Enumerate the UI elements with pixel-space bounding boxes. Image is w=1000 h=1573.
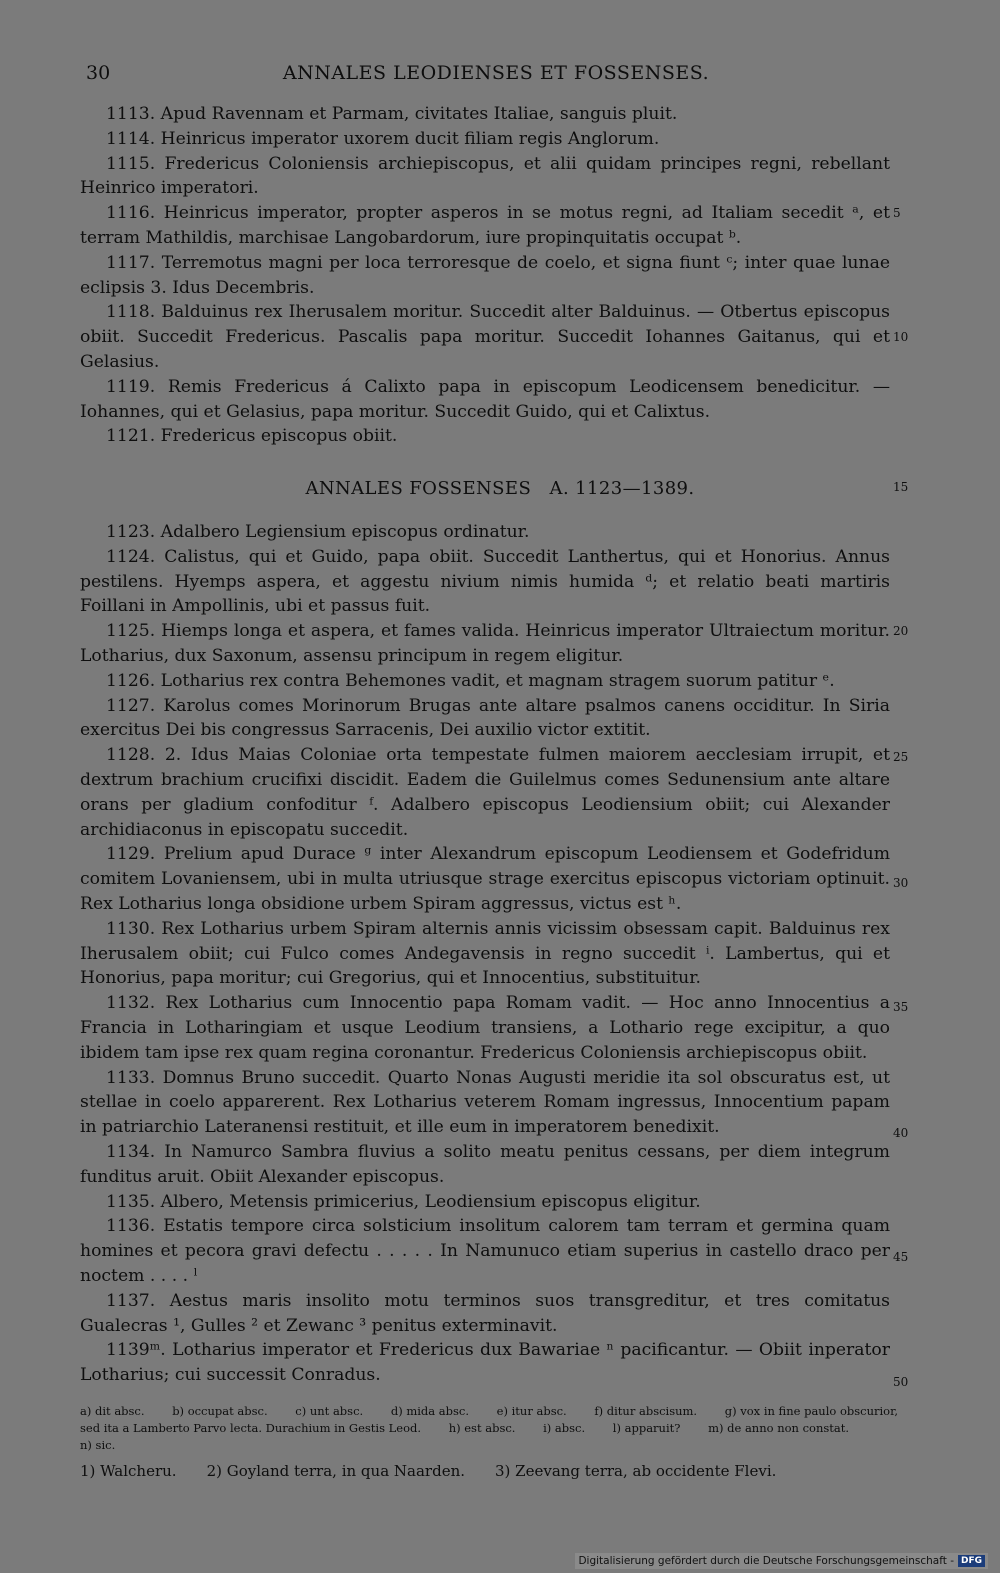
entry-text: Prelium apud Durace ᵍ inter Alexandrum episcopum Leodiensem et Godefridum comitem Lovaniensem, ubi in multa utriusque strage exercitus episcopus victoriam optinuit. Rex Lotharius longa obsidione urbem Spiram aggressus, victus est ʰ. bbox=[80, 844, 890, 914]
apparatus-note: e) itur absc. bbox=[496, 1404, 567, 1418]
footnote: 2) Goyland terra, in qua Naarden. bbox=[206, 1462, 465, 1480]
entry-year: 1121. bbox=[106, 426, 161, 447]
line-number: 35 bbox=[893, 1000, 909, 1014]
annal-entry bbox=[80, 1066, 890, 1140]
annal-entry bbox=[80, 300, 890, 374]
annal-entry bbox=[80, 743, 890, 842]
entry-text: Karolus comes Morinorum Brugas ante altare psalmos canens occiditur. In Siria exercitus Dei bis congressus Sarracenis, Dei auxilio victor extitit. bbox=[80, 695, 890, 741]
entry-text: Heinricus imperator uxorem ducit filiam regis Anglorum. bbox=[160, 128, 660, 149]
annal-entry bbox=[80, 520, 890, 545]
entry-year: 1125. bbox=[106, 621, 162, 642]
line-number: 5 bbox=[893, 206, 901, 220]
apparatus-note: f) ditur abscisum. bbox=[594, 1404, 698, 1418]
entry-year: 1113. bbox=[106, 104, 161, 124]
annal-entry bbox=[80, 201, 890, 251]
entry-text: Lotharius imperator et Fredericus dux Bawariae ⁿ pacificantur. — Obiit inperator Lotharius; cui successit Conradus. bbox=[80, 1340, 890, 1386]
entry-text: Rex Lotharius cum Innocentio papa Romam vadit. — Hoc anno Innocentius a Francia in Lotharingiam et usque Leodium transiens, a Lothario rege excipitur, a quo ibidem tam ipse rex quam regina coronantur. Fredericus Coloniensis archiepiscopus obiit. bbox=[80, 993, 890, 1063]
entry-year: 1115. bbox=[106, 153, 165, 174]
annal-entry bbox=[80, 619, 890, 669]
line-number: 45 bbox=[893, 1250, 909, 1264]
line-number: 50 bbox=[893, 1375, 909, 1389]
entry-year: 1114. bbox=[106, 128, 161, 149]
entry-text: Apud Ravennam et Parmam, civitates Italiae, sanguis pluit. bbox=[160, 104, 678, 124]
section-title: ANNALES FOSSENSES A. 1123—1389. bbox=[305, 478, 695, 499]
line-number: 15 bbox=[893, 480, 909, 494]
line-number: 25 bbox=[893, 750, 909, 764]
entry-text: Terremotus magni per loca terroresque de coelo, et signa fiunt ᶜ; inter quae lunae eclipsis 3. Idus Decembris. bbox=[80, 252, 890, 298]
entry-text: In Namurco Sambra fluvius a solito meatu penitus cessans, per diem integrum funditus aruit. Obiit Alexander episcopus. bbox=[80, 1141, 890, 1187]
line-number: 20 bbox=[893, 624, 909, 638]
annales-leodienses-block bbox=[80, 102, 890, 449]
entry-text: Heinricus imperator, propter asperos in se motus regni, ad Italiam secedit ᵃ, et terram Mathildis, marchisae Langobardorum, iure propinquitatis occupat ᵇ. bbox=[80, 203, 890, 248]
annal-entry bbox=[80, 102, 890, 127]
entry-text: Domnus Bruno succedit. Quarto Nonas Augusti meridie ita sol obscuratus est, ut stellae in coelo apparerent. Rex Lotharius veterem Romam ingressus, Innocentium papam in patriarchio Lateranensi restituit, et ille eum in imperatorem benedixit. bbox=[80, 1067, 891, 1138]
entry-text: Estatis tempore circa solsticium insolitum calorem tam terram et germina quam homines et pecora gravi defectu . . . . . In Namunuco etiam superius in castello draco per noctem . . . . ˡ bbox=[80, 1216, 890, 1286]
line-number: 30 bbox=[893, 876, 909, 890]
annal-entry bbox=[80, 251, 890, 301]
entry-year: 1129. bbox=[106, 844, 164, 865]
footnote: 1) Walcheru. bbox=[80, 1462, 177, 1480]
entry-text: Lotharius rex contra Behemones vadit, et magnam stragem suorum patitur ᵉ. bbox=[160, 670, 835, 691]
annal-entry bbox=[80, 917, 890, 991]
apparatus-note: c) unt absc. bbox=[295, 1404, 364, 1418]
annal-entry bbox=[80, 375, 890, 425]
page-title: ANNALES LEODIENSES ET FOSSENSES. bbox=[282, 62, 710, 84]
line-number: 40 bbox=[893, 1126, 909, 1140]
entry-year: 1139ᵐ. bbox=[106, 1340, 173, 1361]
annal-entry bbox=[80, 1214, 890, 1288]
running-header bbox=[86, 58, 906, 88]
entry-year: 1118. bbox=[106, 302, 162, 323]
annal-entry bbox=[80, 424, 890, 449]
entry-year: 1127. bbox=[106, 695, 164, 716]
apparatus-note: n) sic. bbox=[80, 1438, 116, 1452]
apparatus-note: a) dit absc. bbox=[80, 1404, 145, 1418]
annales-fossenses-block bbox=[80, 520, 890, 1388]
apparatus-note: h) est absc. bbox=[448, 1421, 516, 1435]
entry-year: 1135. bbox=[106, 1191, 161, 1212]
annal-entry bbox=[80, 1190, 890, 1215]
entry-text: 2. Idus Maias Coloniae orta tempestate fulmen maiorem aecclesiam irrupit, et dextrum brachium crucifixi discidit. Eadem die Guilelmus comes Sedunensium ante altare orans per gladium confoditur ᶠ. Adalbero episcopus Leodiensium obiit; cui Alexander archidiaconus in episcopatu succedit. bbox=[80, 745, 890, 840]
entry-year: 1137. bbox=[106, 1290, 170, 1311]
entry-text: Aestus maris insolito motu terminos suos transgreditur, et tres comitatus Gualecras ¹, Gulles ² et Zewanc ³ penitus exterminavit. bbox=[80, 1290, 890, 1336]
entry-year: 1128. bbox=[106, 745, 165, 766]
annal-entry bbox=[80, 669, 890, 694]
annal-entry bbox=[80, 1289, 890, 1339]
entry-year: 1117. bbox=[106, 252, 162, 273]
entry-year: 1134. bbox=[106, 1141, 165, 1162]
footnote: 3) Zeevang terra, ab occidente Flevi. bbox=[495, 1462, 777, 1480]
footnotes bbox=[80, 1462, 900, 1480]
entry-year: 1116. bbox=[106, 203, 164, 224]
entry-text: Calistus, qui et Guido, papa obiit. Succedit Lanthertus, qui et Honorius. Annus pestilens. Hyemps aspera, et aggestu nivium nimis humida ᵈ; et relatio beati martiris Foillani in Ampollinis, ubi et passus fuit. bbox=[80, 546, 890, 617]
annal-entry bbox=[80, 545, 890, 619]
entry-year: 1123. bbox=[106, 522, 161, 542]
apparatus-note: g) vox in fine paulo obscurior, sed ita a Lamberto Parvo lecta. Durachium in Gestis Leod. bbox=[80, 1404, 898, 1435]
annal-entry bbox=[80, 991, 890, 1065]
entry-year: 1124. bbox=[106, 546, 165, 567]
entry-text: Rex Lotharius urbem Spiram alternis annis vicissim obsessam capit. Balduinus rex Iherusalem obiit; cui Fulco comes Andegavensis in regno succedit ⁱ. Lambertus, qui et Honorius, papa moritur; cui Gregorius, qui et Innocentius, substituitur. bbox=[80, 918, 891, 989]
entry-year: 1119. bbox=[106, 376, 168, 397]
entry-year: 1136. bbox=[106, 1216, 164, 1237]
page-number: 30 bbox=[86, 62, 111, 84]
digitization-credit: Digitalisierung gefördert durch die Deutsche Forschungsgemeinschaft - DFG bbox=[575, 1553, 988, 1569]
annal-entry bbox=[80, 127, 890, 152]
apparatus-note: b) occupat absc. bbox=[172, 1404, 268, 1418]
entry-text: Balduinus rex Iherusalem moritur. Succedit alter Balduinus. — Otbertus episcopus obiit. Succedit Fredericus. Pascalis papa moritur. Succedit Iohannes Gaitanus, qui et Gelasius. bbox=[80, 302, 890, 372]
entry-text: Fredericus episcopus obiit. bbox=[160, 426, 398, 447]
annal-entry bbox=[80, 1338, 890, 1388]
entry-year: 1126. bbox=[106, 670, 161, 691]
dfg-logo: DFG bbox=[958, 1555, 985, 1567]
entry-text: Hiemps longa et aspera, et fames valida. Heinricus imperator Ultraiectum moritur. Lotharius, dux Saxonum, assensu principum in regem eligitur. bbox=[80, 621, 890, 666]
entry-text: Fredericus Coloniensis archiepiscopus, et alii quidam principes regni, rebellant Heinrico imperatori. bbox=[80, 153, 890, 199]
annal-entry bbox=[80, 152, 890, 202]
apparatus-note: l) apparuit? bbox=[612, 1421, 681, 1435]
entry-text: Albero, Metensis primicerius, Leodiensium episcopus eligitur. bbox=[160, 1191, 701, 1212]
entry-year: 1130. bbox=[106, 918, 162, 939]
entry-year: 1133. bbox=[106, 1067, 163, 1088]
entry-year: 1132. bbox=[106, 993, 166, 1014]
entry-text: Remis Fredericus á Calixto papa in episcopum Leodicensem benedicitur. — Iohannes, qui et Gelasius, papa moritur. Succedit Guido, qui et Calixtus. bbox=[80, 376, 891, 422]
annal-entry bbox=[80, 694, 890, 744]
apparatus-note: i) absc. bbox=[543, 1421, 586, 1435]
annal-entry bbox=[80, 1140, 890, 1190]
apparatus-note: m) de anno non constat. bbox=[708, 1421, 850, 1435]
critical-apparatus bbox=[80, 1403, 900, 1454]
annal-entry bbox=[80, 842, 890, 916]
line-number: 10 bbox=[893, 330, 909, 344]
apparatus-note: d) mida absc. bbox=[390, 1404, 470, 1418]
entry-text: Adalbero Legiensium episcopus ordinatur. bbox=[160, 522, 530, 542]
